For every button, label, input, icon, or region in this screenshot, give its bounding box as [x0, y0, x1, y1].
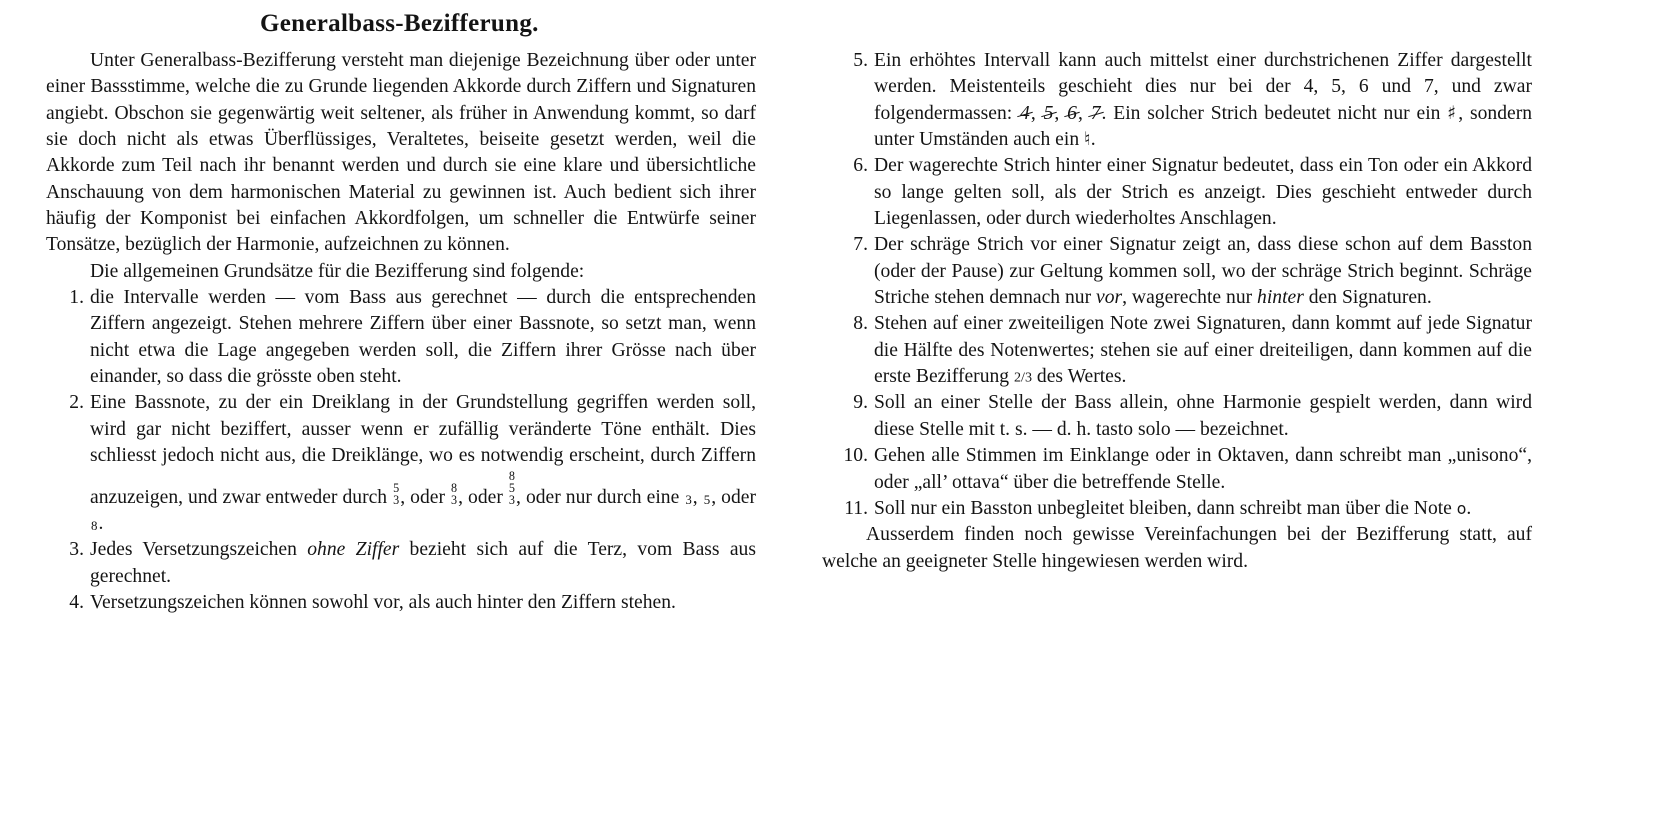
item-text-part1: Eine Bassnote, zu der ein Dreiklang in der Grundstellung gegriffen werden soll, wird gar nicht beziffert, ausser wenn er zufällig veränderte Töne enthält. Dies schliesst jedoch nicht aus, die Dreiklänge, wo es notwendig erscheint, durch Ziffern anzuzeigen, und zwar entweder durch: [90, 392, 756, 508]
item-text-part4: .: [1090, 129, 1096, 151]
list-item: [822, 443, 1532, 496]
list-item: [46, 590, 756, 616]
item-number: 7.: [853, 234, 868, 256]
item-number: 10.: [843, 445, 868, 467]
figure-numerator: 8: [451, 480, 458, 495]
item-text-part2: bezieht sich auf die Terz, vom Bass aus gerechnet.: [90, 539, 756, 587]
fraction-two-thirds: 2/3: [1014, 369, 1033, 386]
figure-denominator: 3: [451, 493, 458, 508]
item-text-part2: des Wertes.: [1032, 366, 1127, 388]
closing-paragraph: Ausserdem finden noch gewisse Vereinfachungen bei der Bezifferung statt, auf welche an geeigneter Stelle hingewiesen werden wird.: [822, 524, 1532, 572]
figure-three: 3: [685, 491, 692, 507]
item-text-part1: Jedes Versetzungszeichen: [90, 539, 308, 561]
right-item-list: [822, 48, 1532, 522]
item-text-part3: , sondern unter Umständen auch ein: [874, 102, 1533, 151]
figure-eight-three: [451, 482, 457, 507]
item-text-part1: Der schräge Strich vor einer Signatur zeigt an, dass diese schon auf dem Basston (oder der Pause) zur Geltung kommen soll, wo der schräge Strich beginnt. Schräge Striche stehen demnach nur: [874, 234, 1532, 309]
item-text: Soll an einer Stelle der Bass allein, ohne Harmonie gespielt werden, dann wird diese Stelle mit t. s. — d. h. tasto solo — bezeichnet.: [874, 392, 1532, 440]
figure-eight-five-three: [509, 470, 515, 507]
item-number: 3.: [69, 539, 84, 561]
lead-in-paragraph: Die allgemeinen Grundsätze für die Bezifferung sind folgende:: [90, 260, 585, 282]
item-text-part2: , wagerechte nur: [1122, 287, 1258, 309]
item-text-part3: den Signaturen.: [1303, 287, 1432, 309]
list-item: [822, 153, 1532, 232]
item-number: 2.: [69, 392, 84, 414]
whole-note-icon: o: [1456, 498, 1467, 518]
item-text: die Intervalle werden — vom Bass aus gerechnet — durch die entsprechenden Ziffern angezeigt. Stehen mehrere Ziffern über einer Bassnote, so setzt man, wenn nicht etwa die Lage angegeben werden soll, die Ziffern ihrer Grösse nach über einander, so dass die grösste oben steht.: [90, 287, 756, 388]
item-emphasis-hinter: hinter: [1257, 287, 1304, 309]
natural-symbol: ♮: [1084, 129, 1091, 151]
item-emphasis-vor: vor: [1096, 287, 1123, 309]
figure-middle: 5: [508, 480, 515, 495]
item-number: 4.: [69, 591, 84, 613]
item-text-part1: Stehen auf einer zweiteiligen Note zwei Signaturen, dann kommt auf jede Signatur die Hälfte des Notenwertes; stehen sie auf einer dreiteiligen, dann kommen auf die erste Bezifferung: [874, 313, 1532, 388]
right-column: [822, 48, 1532, 575]
item-number: 5.: [853, 50, 868, 71]
item-text-part7: .: [98, 512, 104, 534]
item-text: Versetzungszeichen können sowohl vor, als auch hinter den Ziffern stehen.: [90, 591, 676, 613]
item-text-part2: Ein solcher Strich bedeutet nicht nur ein: [1106, 102, 1448, 124]
list-item: [822, 496, 1532, 522]
figure-denominator: 3: [508, 493, 515, 508]
item-text-part5: ,: [692, 486, 703, 508]
figure-five-three: [393, 482, 399, 507]
list-item: [822, 232, 1532, 311]
item-text: Gehen alle Stimmen im Einklange oder in Oktaven, dann schreibt man „unisono“, oder „all’ ottava“ über die betreffende Stelle.: [874, 445, 1532, 493]
item-number: 1.: [69, 287, 84, 309]
list-item: [822, 390, 1532, 443]
item-number: 8.: [853, 313, 868, 335]
sharp-symbol: ♯: [1447, 102, 1459, 124]
item-number: 11.: [844, 497, 868, 519]
list-item: [46, 285, 756, 390]
item-text-part1: Soll nur ein Basston unbegleitet bleiben, dann schreibt man über die Note: [874, 497, 1457, 519]
list-item: [46, 390, 756, 537]
struck-figure-7: 7: [1090, 101, 1102, 127]
left-item-list: [46, 285, 756, 616]
list-item: [46, 537, 756, 590]
struck-figure-5: 5: [1043, 101, 1055, 127]
two-column-body: [40, 48, 1627, 616]
figure-numerator: 5: [393, 480, 400, 495]
item-text-part4: , oder nur durch eine: [516, 486, 685, 508]
figure-denominator: 3: [393, 493, 400, 508]
item-text-part2: .: [1466, 497, 1472, 519]
item-text-part2: , oder: [400, 486, 451, 508]
item-text-part3: , oder: [458, 486, 508, 508]
figure-eight: 8: [91, 518, 98, 534]
item-emphasis: ohne Ziffer: [307, 539, 400, 561]
list-item: [822, 311, 1532, 390]
page-title: Generalbass-Bezifferung.: [260, 10, 539, 37]
item-text-part1: Ein erhöhtes Intervall kann auch mittelst einer durchstrichenen Ziffer dargestellt werden. Meistenteils geschieht dies nur bei der 4, 5, 6 und 7, und zwar folgendermassen:: [874, 50, 1532, 124]
list-item: 5. Ein erhöhtes Intervall kann auch mittelst einer durchstrichenen Ziffer dargestellt werden. Meistenteils geschieht dies nur bei der 4, 5, 6 und 7, und zwar folgendermassen: 4, 5, 6, 7. Ein solcher Strich bedeutet nicht nur ein ♯, sondern unter Umständen auch ein ♮.: [822, 48, 1532, 153]
intro-paragraph: Unter Generalbass-Bezifferung versteht man diejenige Bezeichnung über oder unter einer Bassstimme, welche die zu Grunde liegenden Akkorde durch Ziffern und Signaturen angiebt. Obschon sie gegenwärtig weit seltener, als früher in Anwendung kommt, so darf sie doch nicht als etwas Überflüssiges, Veraltetes, beiseite gesetzt werden, weil die Akkorde zum Teil nach ihr benannt werden und durch sie eine klare und übersichtliche Anschauung von dem harmonischen Material zu gewinnen ist. Auch bedient sich ihrer häufig der Komponist bei einfachen Akkordfolgen, um schneller die Entwürfe seiner Tonsätze, bezüglich der Harmonie, aufzeichnen zu können.: [46, 50, 756, 256]
item-text: Der wagerechte Strich hinter einer Signatur bedeutet, dass ein Ton oder ein Akkord so lange gelten soll, als der Strich es anzeigt. Dies geschieht entweder durch Liegenlassen, oder durch wiederholtes Anschlagen.: [874, 155, 1532, 230]
item-number: 9.: [853, 392, 868, 414]
left-column: [46, 48, 756, 616]
figure-numerator: 8: [508, 468, 515, 483]
struck-figure-4: 4: [1019, 101, 1031, 127]
item-text-part6: , oder: [711, 486, 756, 508]
item-number: 6.: [853, 155, 868, 177]
figure-five: 5: [703, 491, 711, 507]
struck-figure-6: 6: [1066, 101, 1078, 127]
